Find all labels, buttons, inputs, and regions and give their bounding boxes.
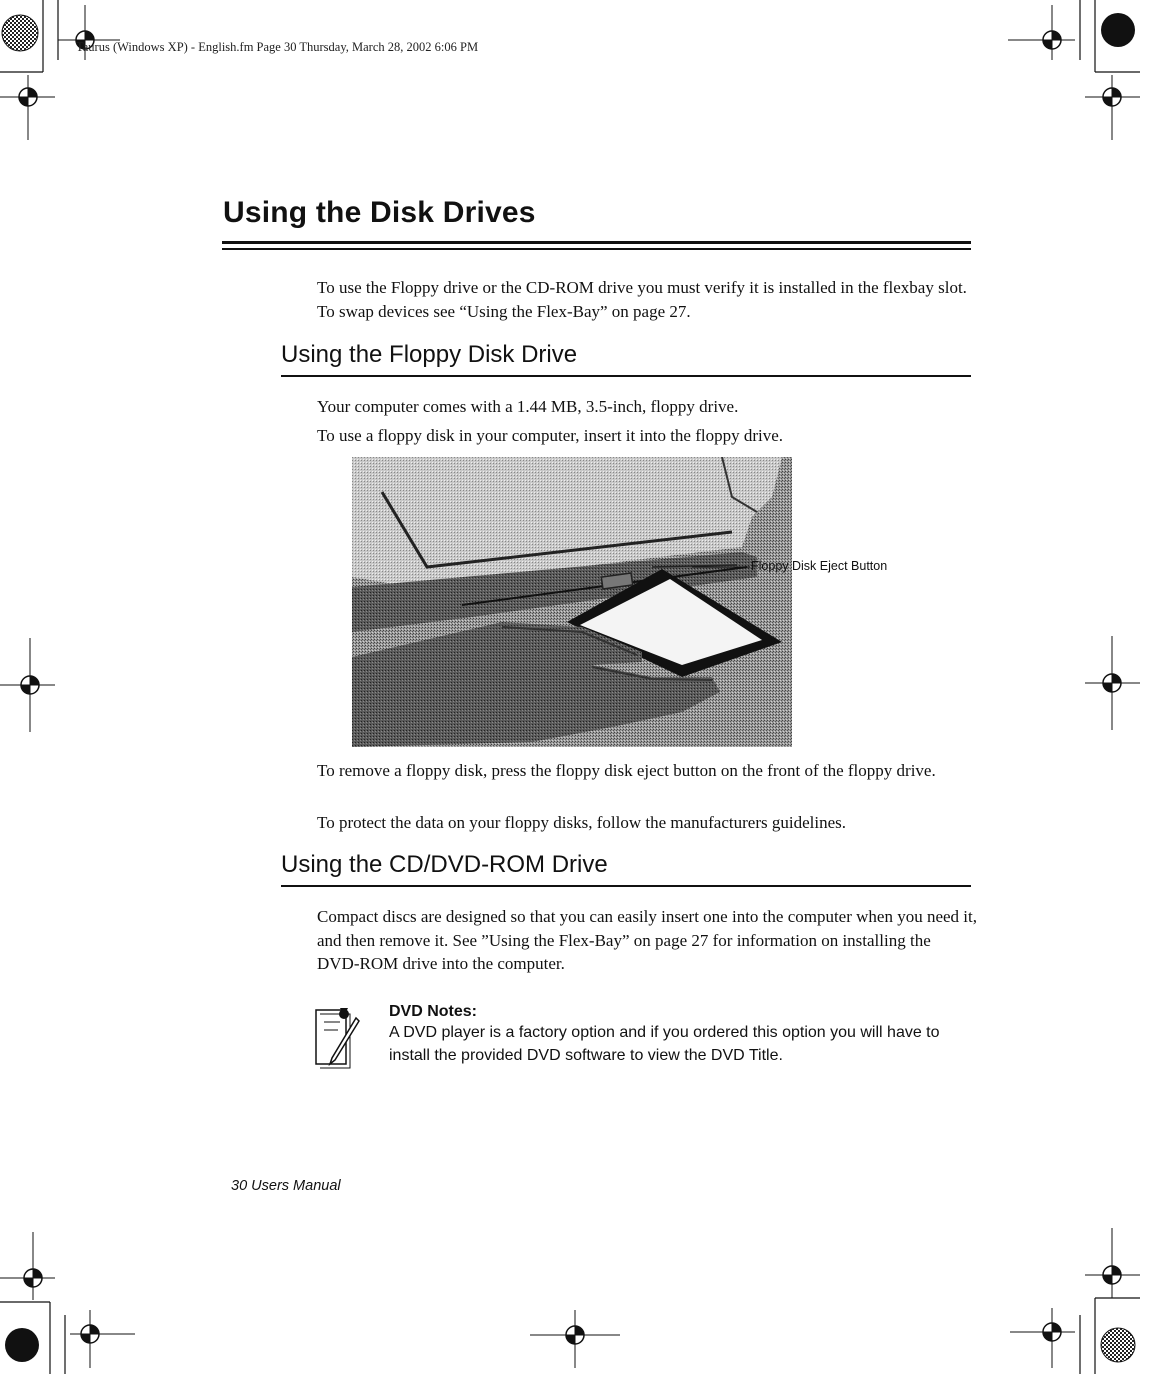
intro-paragraph: To use the Floppy drive or the CD-ROM drive you must verify it is installed in the flexbay slot. To swap devices see “Using the Flex-Bay” on page 27. [317, 278, 967, 321]
floppy-insertion-photo [352, 457, 792, 747]
floppy-paragraph-4: To protect the data on your floppy disks, follow the manufacturers guidelines. [317, 813, 846, 832]
title-rule [222, 241, 971, 250]
print-slug: Taurus (Windows XP) - English.fm Page 30 Thursday, March 28, 2002 6:06 PM [76, 40, 479, 54]
floppy-paragraph-3: To remove a floppy disk, press the floppy disk eject button on the front of the floppy drive. [317, 761, 936, 780]
page-footer: 30 Users Manual [231, 1178, 341, 1194]
eject-button-callout: Floppy Disk Eject Button [751, 559, 888, 573]
floppy-paragraph-1: Your computer comes with a 1.44 MB, 3.5-inch, floppy drive. [317, 397, 739, 416]
cdrom-paragraph-1: Compact discs are designed so that you can easily insert one into the computer when you need it, and then remove it. See ”Using the Flex-Bay” on page 27 for information on installing the DVD-ROM drive into the computer. [317, 907, 977, 973]
page-title: Using the Disk Drives [223, 196, 536, 229]
cdrom-heading: Using the CD/DVD-ROM Drive [281, 851, 608, 878]
floppy-heading-rule [281, 375, 971, 377]
floppy-heading: Using the Floppy Disk Drive [281, 341, 578, 368]
cdrom-heading-rule [281, 885, 971, 887]
note-pencil-icon [312, 1004, 368, 1070]
note-title: DVD Notes: [389, 1003, 478, 1020]
floppy-paragraph-2: To use a floppy disk in your computer, insert it into the floppy drive. [317, 426, 784, 445]
note-body: A DVD player is a factory option and if you ordered this option you will have to install the provided DVD software to view the DVD Title. [389, 1024, 940, 1064]
